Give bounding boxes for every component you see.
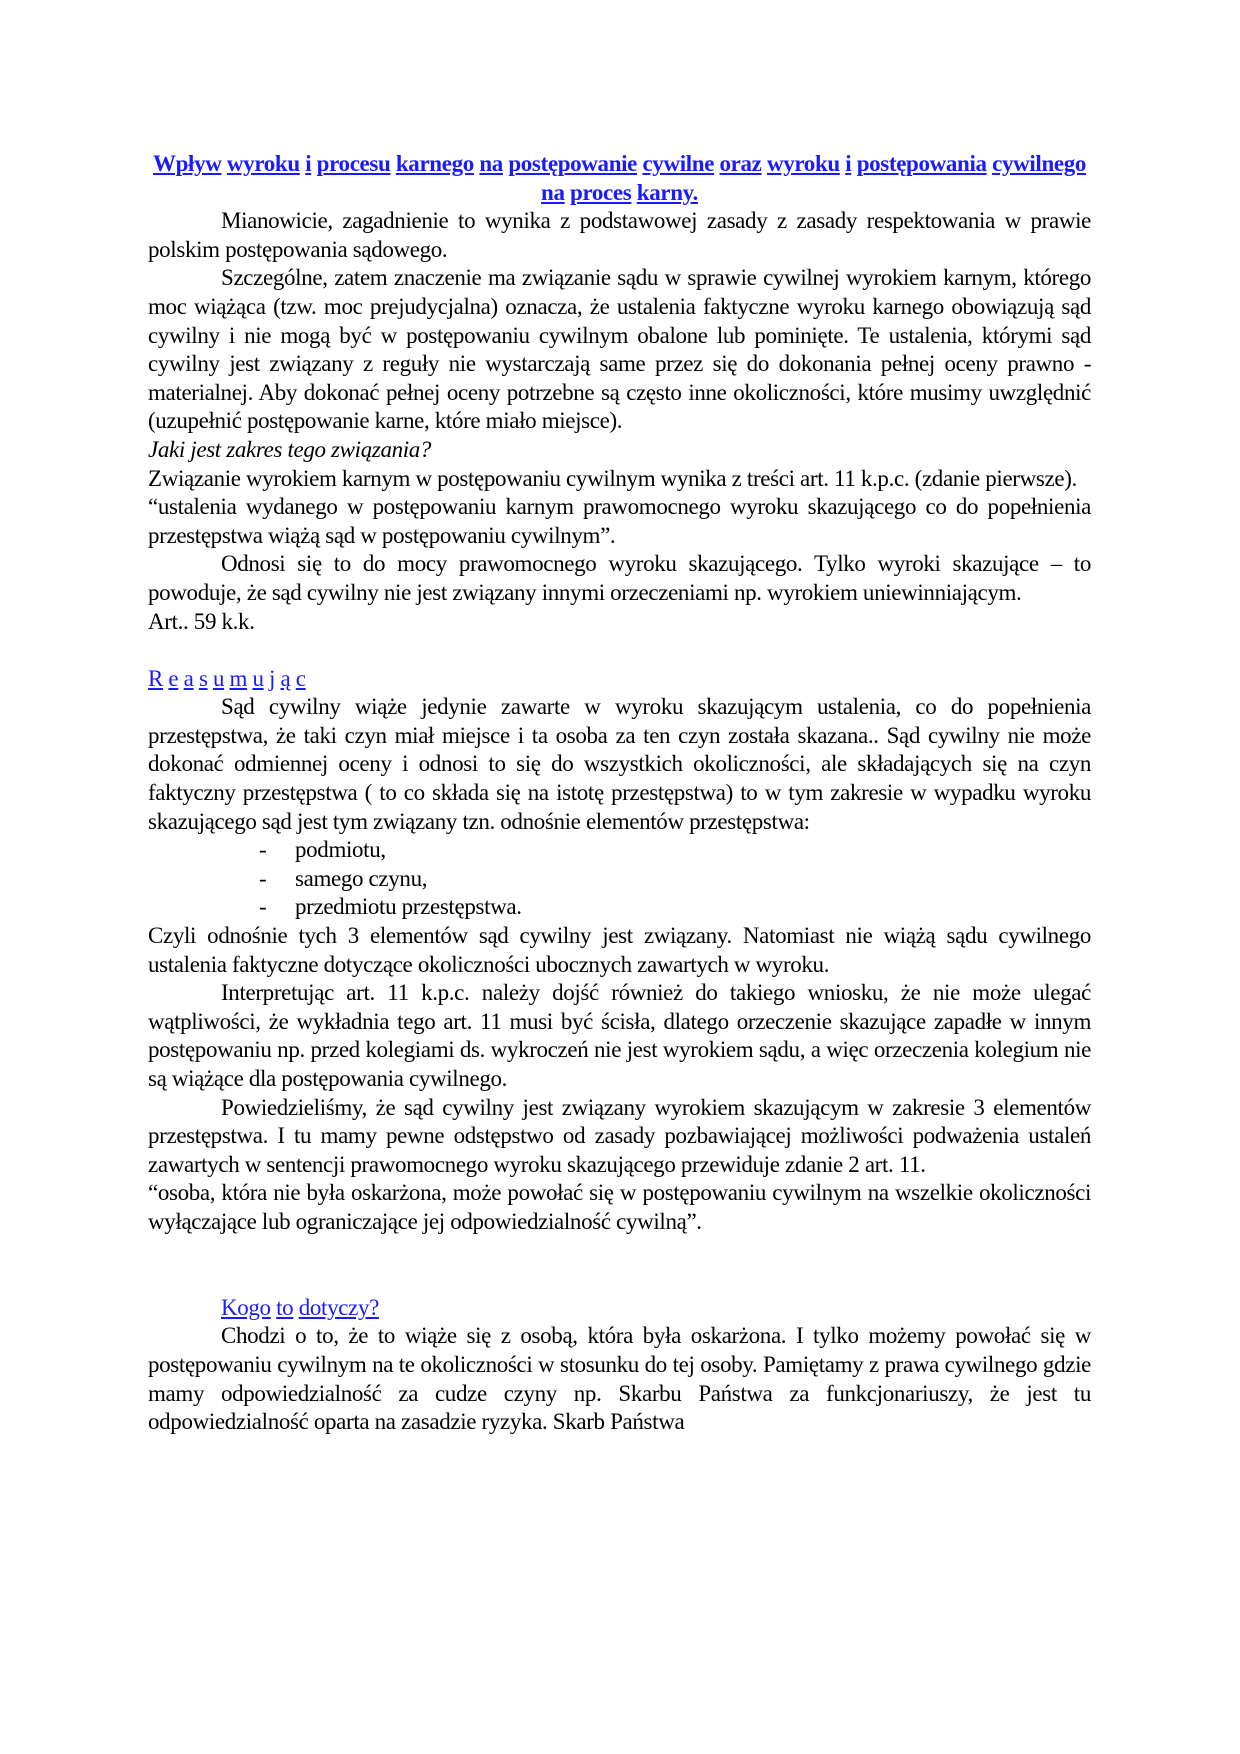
list-item-text: samego czynu,: [295, 865, 428, 891]
list-dash: -: [259, 894, 267, 920]
link-word[interactable]: ą: [280, 665, 291, 691]
paragraph: Sąd cywilny wiąże jedynie zawarte w wyroku skazującym ustalenia, co do popełnienia przestępstwa, że taki czyn miał miejsce i ta osoba za ten czyn została skazana.. Sąd cywilny nie może dokonać odmiennej oceny i odnosi to się do wszystkich okoliczności, ale składających się na czyn faktyczny przestępstwa ( to co składa się na istotę przestępstwa) to w tym zakresie w wypadku wyroku skazującego sąd jest tym związany tzn. odnośnie elementów przestępstwa:: [148, 694, 1091, 834]
link-word[interactable]: wyroku: [766, 151, 840, 176]
link-word[interactable]: na: [541, 179, 565, 205]
paragraph: Czyli odnośnie tych 3 elementów sąd cywilny jest związany. Natomiast nie wiążą sądu cywilnego ustalenia faktyczne dotyczące okoliczności ubocznych zawartych w wyroku.: [148, 923, 1091, 977]
link-word[interactable]: s: [198, 665, 208, 691]
list-item: [148, 893, 1091, 922]
link-word[interactable]: to: [276, 1294, 294, 1320]
link-word[interactable]: na: [479, 151, 503, 176]
paragraph: Mianowicie, zagadnienie to wynika z podstawowej zasady z zasady respektowania w prawie polskim postępowania sądowego.: [148, 208, 1091, 262]
link-word[interactable]: wyroku: [226, 151, 300, 176]
list-item: [148, 865, 1091, 894]
heading-kogo-to-dotyczy[interactable]: [148, 1294, 1091, 1323]
link-word[interactable]: postępowanie: [508, 151, 638, 176]
document-page: [148, 150, 1091, 1437]
quote: “ustalenia wydanego w postępowaniu karnym prawomocnego wyroku skazującego co do popełnienia przestępstwa wiążą sąd w postępowaniu cywilnym”.: [148, 494, 1091, 548]
link-word[interactable]: Kogo: [221, 1294, 271, 1320]
link-word[interactable]: c: [295, 665, 306, 691]
link-word[interactable]: u: [212, 665, 225, 691]
link-word[interactable]: oraz: [719, 151, 762, 176]
document-title: [148, 150, 1091, 207]
link-word[interactable]: karny.: [636, 179, 698, 205]
list-item-text: podmiotu,: [295, 837, 386, 863]
heading-reasumujac[interactable]: [148, 665, 1091, 694]
element-list: [148, 836, 1091, 922]
quote: “osoba, która nie była oskarżona, może powołać się w postępowaniu cywilnym na wszelkie okoliczności wyłączające lub ograniczające jej odpowiedzialność cywilną”.: [148, 1180, 1091, 1234]
list-dash: -: [259, 865, 267, 891]
link-word[interactable]: dotyczy?: [298, 1294, 379, 1320]
link-word[interactable]: e: [168, 665, 179, 691]
link-word[interactable]: i: [845, 151, 852, 176]
link-word[interactable]: a: [183, 665, 194, 691]
link-word[interactable]: u: [252, 665, 264, 691]
paragraph: Szczególne, zatem znaczenie ma związanie sądu w sprawie cywilnej wyrokiem karnym, którego moc wiążąca (tzw. moc prejudycjalna) oznacza, że ustalenia faktyczne wyroku karnego obowiązują sąd cywilny i nie mogą być w postępowaniu cywilnym obalone lub pominięte. Te ustalenia, którymi sąd cywilny jest związany z reguły nie wystarczają same przez się do dokonania pełnej oceny prawno - materialnej. Aby dokonać pełnej oceny potrzebne są często inne okoliczności, które musimy uwzględnić (uzupełnić postępowanie karne, które miało miejsce).: [148, 265, 1091, 434]
list-dash: -: [259, 837, 267, 863]
link-word[interactable]: procesu: [316, 151, 391, 176]
link-word[interactable]: postępowania: [856, 151, 987, 176]
paragraph: Związanie wyrokiem karnym w postępowaniu cywilnym wynika z treści art. 11 k.p.c. (zdanie pierwsze).: [148, 465, 1077, 491]
paragraph: Interpretując art. 11 k.p.c. należy dojść również do takiego wniosku, że nie może ulegać wątpliwości, że wykładnia tego art. 11 musi być ścisła, dlatego orzeczenie skazujące zapadłe w innym postępowaniu np. przed kolegiami ds. wykroczeń nie jest wyrokiem sądu, a więc orzeczenia kolegium nie są wiążące dla postępowania cywilnego.: [148, 980, 1091, 1091]
paragraph: Odnosi się to do mocy prawomocnego wyroku skazującego. Tylko wyroki skazujące – to powoduje, że sąd cywilny nie jest związany innymi orzeczeniami np. wyrokiem uniewinniającym.: [148, 551, 1091, 605]
link-word[interactable]: cywilne: [642, 151, 715, 176]
link-word[interactable]: cywilnego: [992, 151, 1087, 176]
link-word[interactable]: proces: [570, 179, 632, 205]
article-reference: Art.. 59 k.k.: [148, 608, 255, 634]
paragraph: Powiedzieliśmy, że sąd cywilny jest związany wyrokiem skazującym w zakresie 3 elementów przestępstwa. I tu mamy pewne odstępstwo od zasady pozbawiającej możliwości podważenia ustaleń zawartych w sentencji prawomocnego wyroku skazującego przewiduje zdanie 2 art. 11.: [148, 1094, 1091, 1177]
list-item-text: przedmiotu przestępstwa.: [295, 894, 522, 920]
link-word[interactable]: j: [269, 665, 276, 691]
link-word[interactable]: karnego: [395, 151, 474, 176]
list-item: [148, 836, 1091, 865]
paragraph: Chodzi o to, że to wiąże się z osobą, która była oskarżona. I tylko możemy powołać się w postępowaniu cywilnym na te okoliczności w stosunku do tej osoby. Pamiętamy z prawa cywilnego gdzie mamy odpowiedzialność za cudze czyny np. Skarbu Państwa za funkcjonariuszy, że jest tu odpowiedzialność oparta na zasadzie ryzyka. Skarb Państwa: [148, 1323, 1091, 1435]
link-word[interactable]: Wpływ: [152, 151, 222, 176]
subheading-question: Jaki jest zakres tego związania?: [148, 436, 432, 462]
link-word[interactable]: i: [305, 151, 312, 176]
link-word[interactable]: m: [229, 665, 248, 691]
link-word[interactable]: R: [148, 665, 163, 691]
